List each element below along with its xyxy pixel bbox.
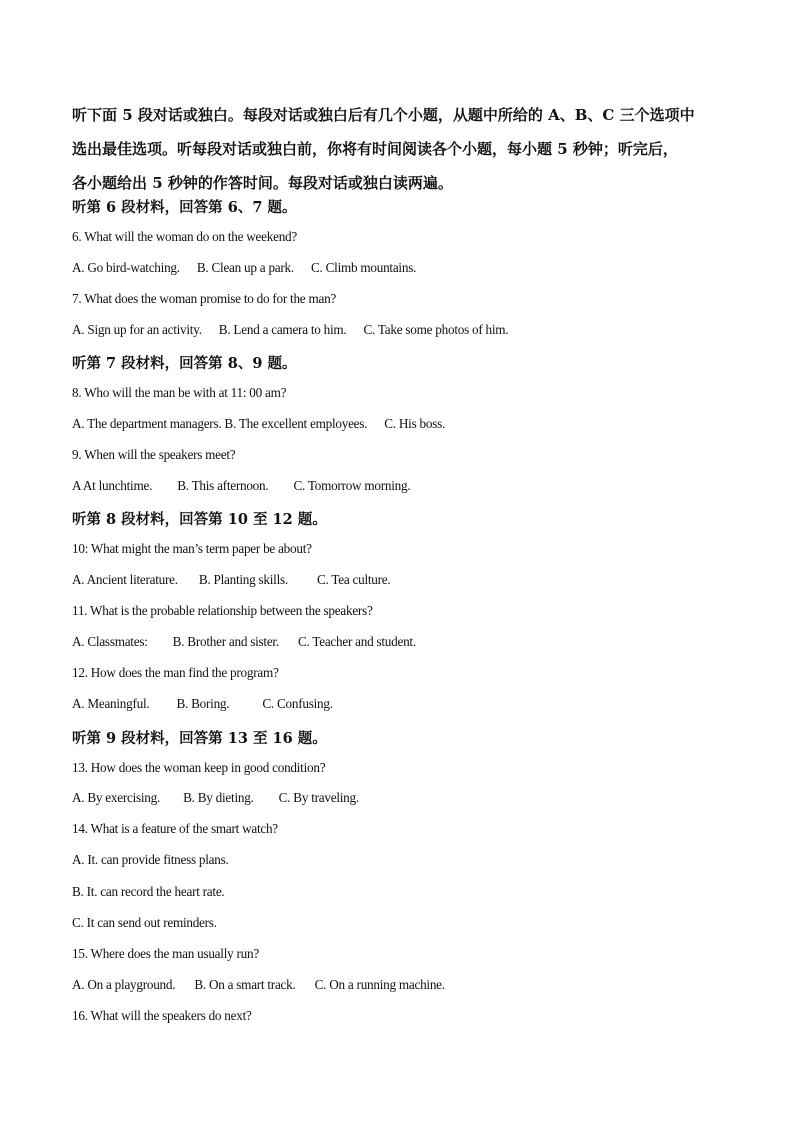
listening-instructions [72,98,728,200]
instructions-line-3: 各小题给出 5 秒钟的作答时间。每段对话或独白读两遍。 [72,174,453,192]
section-8-heading: 听第 8 段材料，回答第 10 至 12 题。 [72,511,327,528]
question-16: 16. What will the speakers do next? [72,1008,252,1023]
question-12: 12. How does the man find the program? [72,665,279,680]
question-9-options [72,478,410,494]
question-10: 10: What might the man’s term paper be about? [72,541,312,556]
question-13: 13. How does the woman keep in good condition? [72,760,326,775]
question-8: 8. Who will the man be with at 11: 00 am? [72,385,287,400]
option-b: B. By dieting. [183,790,254,805]
option-a: A. On a playground. [72,977,176,992]
option-c: C. Tomorrow morning. [293,478,411,493]
question-14: 14. What is a feature of the smart watch? [72,821,278,836]
option-a: A. Go bird-watching. [72,260,180,275]
option-c: C. Teacher and student. [297,634,416,649]
option-c: C. By traveling. [278,790,359,805]
option-a: A. The department managers. [72,416,222,431]
question-15-options [72,977,445,993]
option-a: A. Sign up for an activity. [72,322,202,337]
question-9: 9. When will the speakers meet? [72,447,236,462]
question-14-option-c: C. It can send out reminders. [72,915,217,930]
question-14-option-b: B. It. can record the heart rate. [72,884,225,899]
option-b: B. Lend a camera to him. [218,322,347,337]
option-c: C. Take some photos of him. [363,322,509,337]
question-11: 11. What is the probable relationship between the speakers? [72,603,373,618]
option-b: B. Planting skills. [198,572,288,587]
section-6-heading: 听第 6 段材料，回答第 6、7 题。 [72,199,297,216]
instructions-line-1: 听下面 5 段对话或独白。每段对话或独白后有几个小题，从题中所给的 A、B、C 三个选项中 [72,106,695,124]
question-7-options [72,322,508,338]
option-c: C. Climb mountains. [310,260,417,275]
option-b: B. The excellent employees. [224,416,368,431]
option-b: B. Brother and sister. [172,634,279,649]
question-8-options [72,416,445,432]
option-c: C. Confusing. [262,696,333,711]
question-10-options [72,572,390,588]
question-6-options [72,260,416,276]
option-a: A. Ancient literature. [72,572,178,587]
option-c: C. His boss. [384,416,446,431]
option-a: A At lunchtime. [72,478,153,493]
question-14-option-a: A. It. can provide fitness plans. [72,852,229,867]
question-15: 15. Where does the man usually run? [72,946,259,961]
question-13-options [72,790,359,806]
option-b: B. This afternoon. [177,478,269,493]
option-c: C. Tea culture. [316,572,391,587]
instructions-line-2: 选出最佳选项。听每段对话或独白前，你将有时间阅读各个小题，每小题 5 秒钟；听完后， [72,140,678,158]
section-7-heading: 听第 7 段材料，回答第 8、9 题。 [72,355,297,372]
option-b: B. On a smart track. [194,977,296,992]
question-7: 7. What does the woman promise to do for the man? [72,291,337,306]
section-9-heading: 听第 9 段材料，回答第 13 至 16 题。 [72,730,327,747]
question-11-options [72,634,416,650]
option-a: A. Classmates: [72,634,148,649]
option-b: B. Clean up a park. [196,260,294,275]
question-12-options [72,696,333,712]
option-b: B. Boring. [176,696,230,711]
option-a: A. By exercising. [72,790,161,805]
option-c: C. On a running machine. [314,977,445,992]
option-a: A. Meaningful. [72,696,150,711]
question-6: 6. What will the woman do on the weekend? [72,229,297,244]
